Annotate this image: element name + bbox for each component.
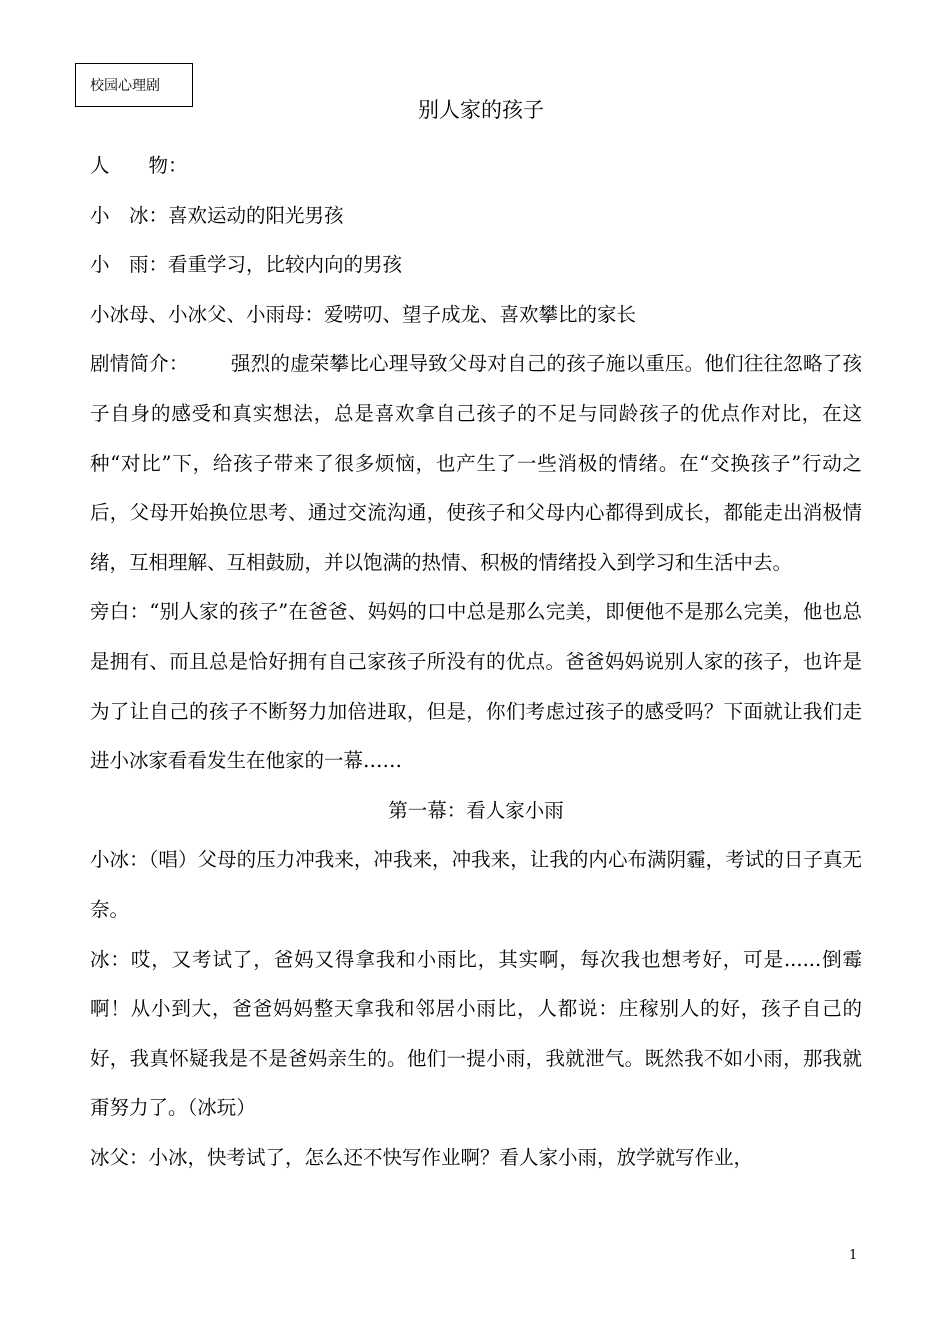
page-title: 别人家的孩子 xyxy=(418,98,544,122)
dialogue-line: 冰父：小冰，快考试了，怎么还不快写作业啊？看人家小雨，放学就写作业， xyxy=(90,1145,754,1169)
act-heading: 第一幕：看人家小雨 xyxy=(388,798,564,822)
character-line: 小 冰：喜欢运动的阳光男孩 xyxy=(90,203,344,227)
characters-heading: 人 物： xyxy=(90,154,188,177)
dialogue-line: 小冰：（唱）父母的压力冲我来，冲我来，冲我来，让我的内心布满阴霾，考试的日子真无奈。 xyxy=(90,848,862,921)
synopsis-paragraph xyxy=(90,339,862,587)
character-line: 小 雨：看重学习，比较内向的男孩 xyxy=(90,253,403,277)
document-body xyxy=(90,141,862,1182)
synopsis-label: 剧情简介： xyxy=(90,352,189,376)
character-line: 小冰母、小冰父、小雨母：爱唠叨、望子成龙、喜欢攀比的家长 xyxy=(90,302,637,326)
narration-paragraph: 旁白：“别人家的孩子”在爸爸、妈妈的口中总是那么完美，即便他不是那么完美，他也总是拥有、而且总是恰好拥有自己家孩子所没有的优点。爸爸妈妈说别人家的孩子，也许是为了让自己的孩子不断努力加倍进取，但是，你们考虑过孩子的感受吗？下面就让我们走进小冰家看看发生在他家的一幕…… xyxy=(90,600,862,773)
document-tag: 校园心理剧 xyxy=(90,78,160,94)
dialogue-line: 冰：哎，又考试了，爸妈又得拿我和小雨比，其实啊，每次我也想考好，可是......倒霉啊！从小到大，爸爸妈妈整天拿我和邻居小雨比，人都说：庄稼别人的好，孩子自己的好，我真怀疑我是不是爸妈亲生的。他们一提小雨，我就泄气。既然我不如小雨，那我就甭努力了。（冰玩） xyxy=(90,947,862,1120)
synopsis-text: 强烈的虚荣攀比心理导致父母对自己的孩子施以重压。他们往往忽略了孩子自身的感受和真实想法，总是喜欢拿自己孩子的不足与同龄孩子的优点作对比，在这种“对比”下，给孩子带来了很多烦恼，也产生了一些消极的情绪。在“交换孩子”行动之后，父母开始换位思考、通过交流沟通，使孩子和父母内心都得到成长，都能走出消极情绪，互相理解、互相鼓励，并以饱满的热情、积极的情绪投入到学习和生活中去。 xyxy=(90,352,862,574)
page-number: 1 xyxy=(849,1248,858,1263)
